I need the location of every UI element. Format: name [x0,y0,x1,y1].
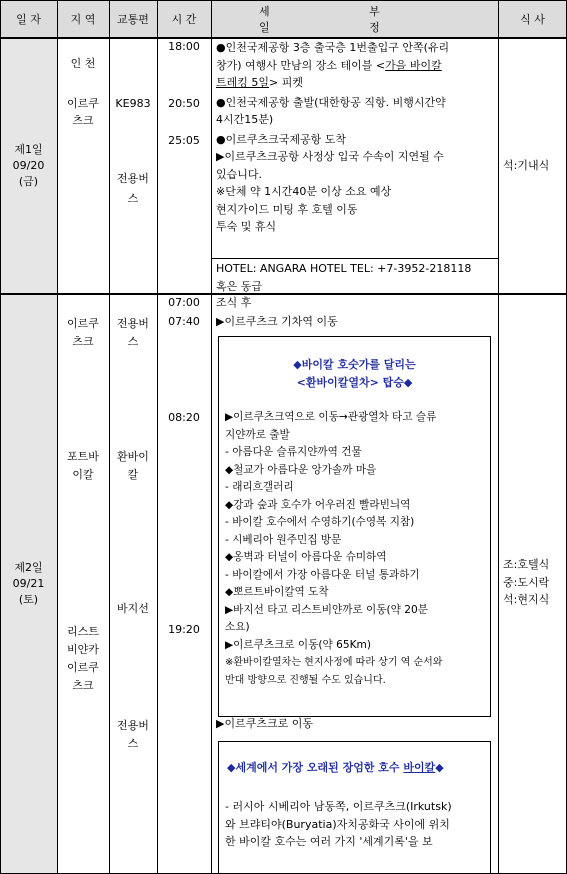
train-box-body [225,409,491,689]
day2-time-4: 19:20 [168,623,200,636]
header-region: 지 역 [57,0,109,38]
day1-line: 있습니다. [216,167,263,181]
rule [498,0,499,874]
baikal-line: 와 브랴티야(Buryatia)자치공화국 사이에 위치 [225,817,450,831]
day2-breakfast: 조식 후 [216,296,252,309]
train-box-title-1: ◆바이칼 호숫가를 달리는 [293,358,416,371]
train-line: - 시베리아 원주민집 방문 [225,533,342,546]
day2-time-3: 08:20 [168,411,200,424]
day1-line: 투숙 및 휴식 [216,220,277,233]
day2-label: 제2일 [14,561,43,574]
train-line: - 아름다운 슬류지얀까역 건물 [225,446,362,458]
day1-cell [0,38,57,294]
train-line: ◆강과 숲과 호수가 어우러진 빨라빈늬역 [225,498,411,511]
day2-region-2a: 포트바 [67,450,99,463]
day2-transport-1a: 전용버 [117,317,149,330]
day2-move-station: ▶이르쿠츠크 기차역 이동 [216,315,338,328]
day1-line: ●이르쿠츠크국제공항 도착 [216,132,346,146]
day2-transport-2b: 칼 [127,468,139,481]
header-detail: 세 부 일 정 [211,0,498,38]
header-transport: 교통편 [109,0,157,38]
baikal-box-title: ◆세계에서 가장 오래된 장엄한 호수 바이칼◆ [227,761,444,774]
day1-time-2: 20:50 [168,97,200,110]
day1-transport-2b: 스 [127,192,139,205]
day1-weekday: (금) [18,175,39,188]
trekking-name: 가을 바이칼 [385,58,442,72]
meal-breakfast: 조:호텔식 [503,558,550,571]
day1-line: 트레킹 5일> 피켓 [216,76,303,89]
rule [0,0,567,1]
header-time: 시 간 [157,0,211,38]
day1-time-1: 18:00 [168,40,200,53]
day1-region-1: 인 천 [70,57,96,70]
meal-lunch: 중:도시락 [503,575,550,589]
day2-time-1: 07:00 [168,296,200,309]
day1-line: ▶이르쿠츠크공항 사정상 입국 수속이 지연될 수 [216,150,444,163]
day1-line: ※단체 약 1시간40분 이상 소요 예상 [216,185,392,198]
baikal-line: 한 바이칼 호수는 여러 가지 '세계기록'을 보 [225,835,433,848]
day1-schedule [216,39,496,236]
day1-label: 제1일 [14,143,43,156]
train-line: ▶바지선 타고 리스트비얀까로 이동(약 20분 [225,603,428,616]
day1-meal: 석:기내식 [503,159,550,172]
day1-line: ●인천국제공항 출발(대한항공 직항. 비행시간약 [216,95,446,109]
train-line: ◆옹벽과 터널이 아름다운 슈미하역 [225,551,387,563]
train-line: ◆뽀르트바이칼역 도착 [225,586,329,598]
rule [57,0,58,874]
train-line: 지얀까로 출발 [225,428,290,441]
rule [0,0,1,874]
day1-line: 창가) 여행사 만남의 장소 테이블 <가을 바이칼 [216,58,442,72]
day1-line: ●인천국제공항 3층 출국층 1번출입구 안쪽(유리 [216,41,450,54]
hotel-line: HOTEL: ANGARA HOTEL TEL: +7-3952-218118 [216,262,472,275]
day1-date: 09/20 [12,159,45,172]
day2-region-3a: 리스트 [67,625,99,638]
day2-transport-3: 바지선 [117,602,149,615]
train-note: ※환바이칼열차는 현지사정에 따라 상기 역 순서와 [225,657,443,668]
train-info-box [218,336,491,717]
hotel-line: 혹은 동급 [216,279,263,293]
day2-transport-1b: 스 [127,335,139,348]
day2-region-1a: 이르쿠 [67,317,99,330]
day1-region-2a: 이르쿠 [67,97,99,110]
day2-region-3c: 이르쿠 [67,661,99,674]
meal-dinner: 석:현지식 [503,593,550,606]
train-box-title-2: <환바이칼열차> 탑승◆ [296,376,413,389]
day1-hotel [216,260,496,295]
baikal-info-box [218,741,491,874]
day1-line: 4시간15분) [216,113,274,126]
baikal-line: - 러시아 시베리아 남동쪽, 이르쿠츠크(Irkutsk) [225,800,452,813]
day1-time-3: 25:05 [168,134,200,147]
day2-transport-2a: 환바이 [117,450,149,463]
day1-line: 현지가이드 미팅 후 호텔 이동 [216,202,358,216]
train-line: ▶이르쿠츠크로 이동(약 65Km) [225,638,371,651]
day2-region-1b: 츠크 [72,335,94,348]
day2-transport-4a: 전용버 [117,719,149,732]
day2-move-back: ▶이르쿠츠크로 이동 [216,717,313,730]
train-line: 소요) [225,621,250,633]
train-line: ◆철교가 아름다운 앙가솔까 마을 [225,463,377,476]
header-meal: 식 사 [498,0,567,38]
rule [211,0,212,874]
day2-date: 09/21 [12,577,45,590]
train-line: - 바이칼 호수에서 수영하기(수영복 지참) [225,516,415,528]
day2-time-2: 07:40 [168,315,200,328]
day2-region-2b: 이칼 [72,468,94,481]
header-day: 일 자 [0,0,57,38]
train-note: 반대 방향으로 진행될 수도 있습니다. [225,674,386,686]
day1-transport-2a: 전용버 [117,172,149,185]
train-line: - 바이칼에서 가장 아름다운 터널 통과하기 [225,568,420,581]
train-line: - 래리흐갤러리 [225,481,294,493]
day1-region-2b: 츠크 [72,114,94,127]
day2-meals [503,556,549,609]
day2-region-3d: 츠크 [72,679,94,692]
baikal-box-body [225,798,491,851]
day1-transport-1: KE983 [115,97,151,110]
day2-weekday: (토) [18,593,39,606]
train-line: ▶이르쿠츠크역으로 이동→관광열차 타고 슬류 [225,411,437,423]
rule [211,258,498,259]
day2-region-3b: 비얀카 [67,643,99,656]
rule [157,0,158,874]
day2-transport-4b: 스 [127,737,139,750]
day2-cell [0,294,57,874]
